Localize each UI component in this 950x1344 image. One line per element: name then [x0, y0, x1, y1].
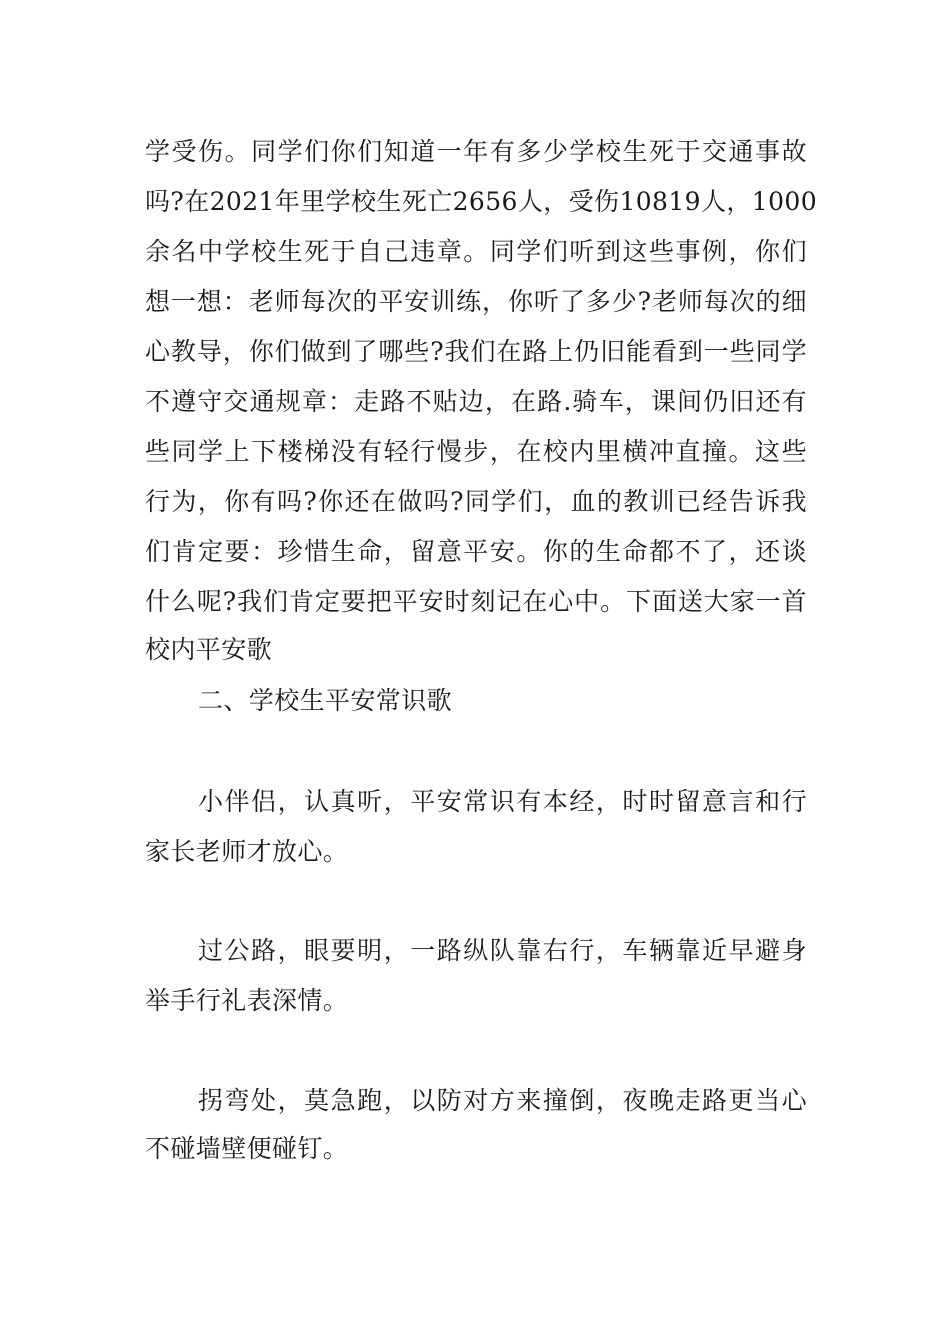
verse-line: 家长老师才放心。	[145, 837, 349, 866]
verse-line: 拐弯处，莫急跑，以防对方来撞倒，夜晚走路更当心	[198, 1086, 807, 1115]
paragraph-line: 心教导，你们做到了哪些?我们在路上仍旧能看到一些同学	[145, 337, 807, 366]
paragraph-line: 校内平安歌	[145, 635, 273, 664]
verse-line: 小伴侣，认真听，平安常识有本经，时时留意言和行	[198, 787, 807, 816]
section-heading: 二、学校生平安常识歌	[198, 686, 453, 715]
verse-line: 不碰墙壁便碰钉。	[145, 1134, 349, 1163]
paragraph-line: 们肯定要：珍惜生命，留意平安。你的生命都不了，还谈	[145, 537, 807, 566]
paragraph-line: 学受伤。同学们你们知道一年有多少学校生死于交通事故	[145, 137, 807, 166]
paragraph-line: 吗?在2021年里学校生死亡2656人，受伤10819人，1000	[145, 187, 818, 216]
verse-line: 举手行礼表深情。	[145, 986, 349, 1015]
verse-line: 过公路，眼要明，一路纵队靠右行，车辆靠近早避身	[198, 936, 807, 965]
paragraph-line: 些同学上下楼梯没有轻行慢步，在校内里横冲直撞。这些	[145, 437, 807, 466]
paragraph-line: 行为，你有吗?你还在做吗?同学们，血的教训已经告诉我	[145, 487, 807, 516]
paragraph-line: 不遵守交通规章：走路不贴边，在路.骑车，课间仍旧还有	[145, 387, 807, 416]
paragraph-line: 什么呢?我们肯定要把平安时刻记在心中。下面送大家一首	[145, 587, 807, 616]
paragraph-line: 余名中学校生死于自己违章。同学们听到这些事例，你们	[145, 237, 807, 266]
paragraph-line: 想一想：老师每次的平安训练，你听了多少?老师每次的细	[145, 287, 807, 316]
